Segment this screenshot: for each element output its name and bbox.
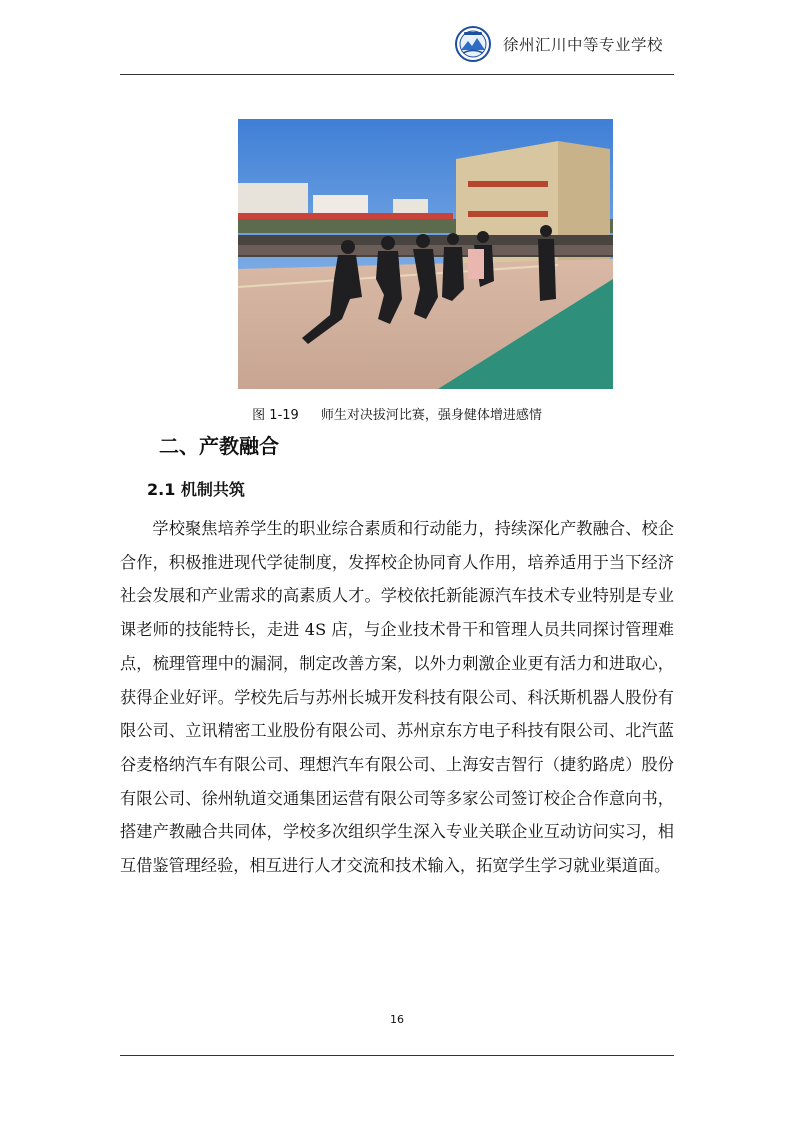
figure-number: 图 1-19 (252, 408, 299, 423)
header-divider (120, 74, 674, 75)
page-number: 16 (390, 1013, 404, 1026)
subsection-heading: 2.1 机制共筑 (147, 480, 245, 499)
page-header (120, 22, 674, 76)
figure-caption-text: 师生对决拔河比赛，强身健体增进感情 (320, 408, 542, 423)
footer-divider (120, 1055, 674, 1056)
figure-caption (0, 404, 794, 423)
school-emblem-icon (455, 26, 491, 62)
body-paragraph: 学校聚焦培养学生的职业综合素质和行动能力，持续深化产教融合、校企合作，积极推进现代学徒制度，发挥校企协同育人作用，培养适用于当下经济社会发展和产业需求的高素质人才。学校依托新能源汽车技术专业特别是专业课老师的技能特长，走进 4S 店，与企业技术骨干和管理人员共同探讨管理难点，梳理管理中的漏洞，制定改善方案，以外力刺激企业更有活力和进取心，获得企业好评。学校先后与苏州长城开发科技有限公司、科沃斯机器人股份有限公司、立讯精密工业股份有限公司、苏州京东方电子科技有限公司、北汽蓝谷麦格纳汽车有限公司、理想汽车有限公司、上海安吉智行（捷豹路虎）股份有限公司、徐州轨道交通集团运营有限公司等多家公司签订校企合作意向书，搭建产教融合共同体，学校多次组织学生深入专业关联企业互动访问实习，相互借鉴管理经验，相互进行人才交流和技术输入，拓宽学生学习就业渠道面。 (120, 519, 674, 876)
tug-of-war-photo (238, 119, 613, 389)
section-heading: 二、产教融合 (159, 434, 279, 458)
school-name: 徐州汇川中等专业学校 (503, 36, 664, 54)
